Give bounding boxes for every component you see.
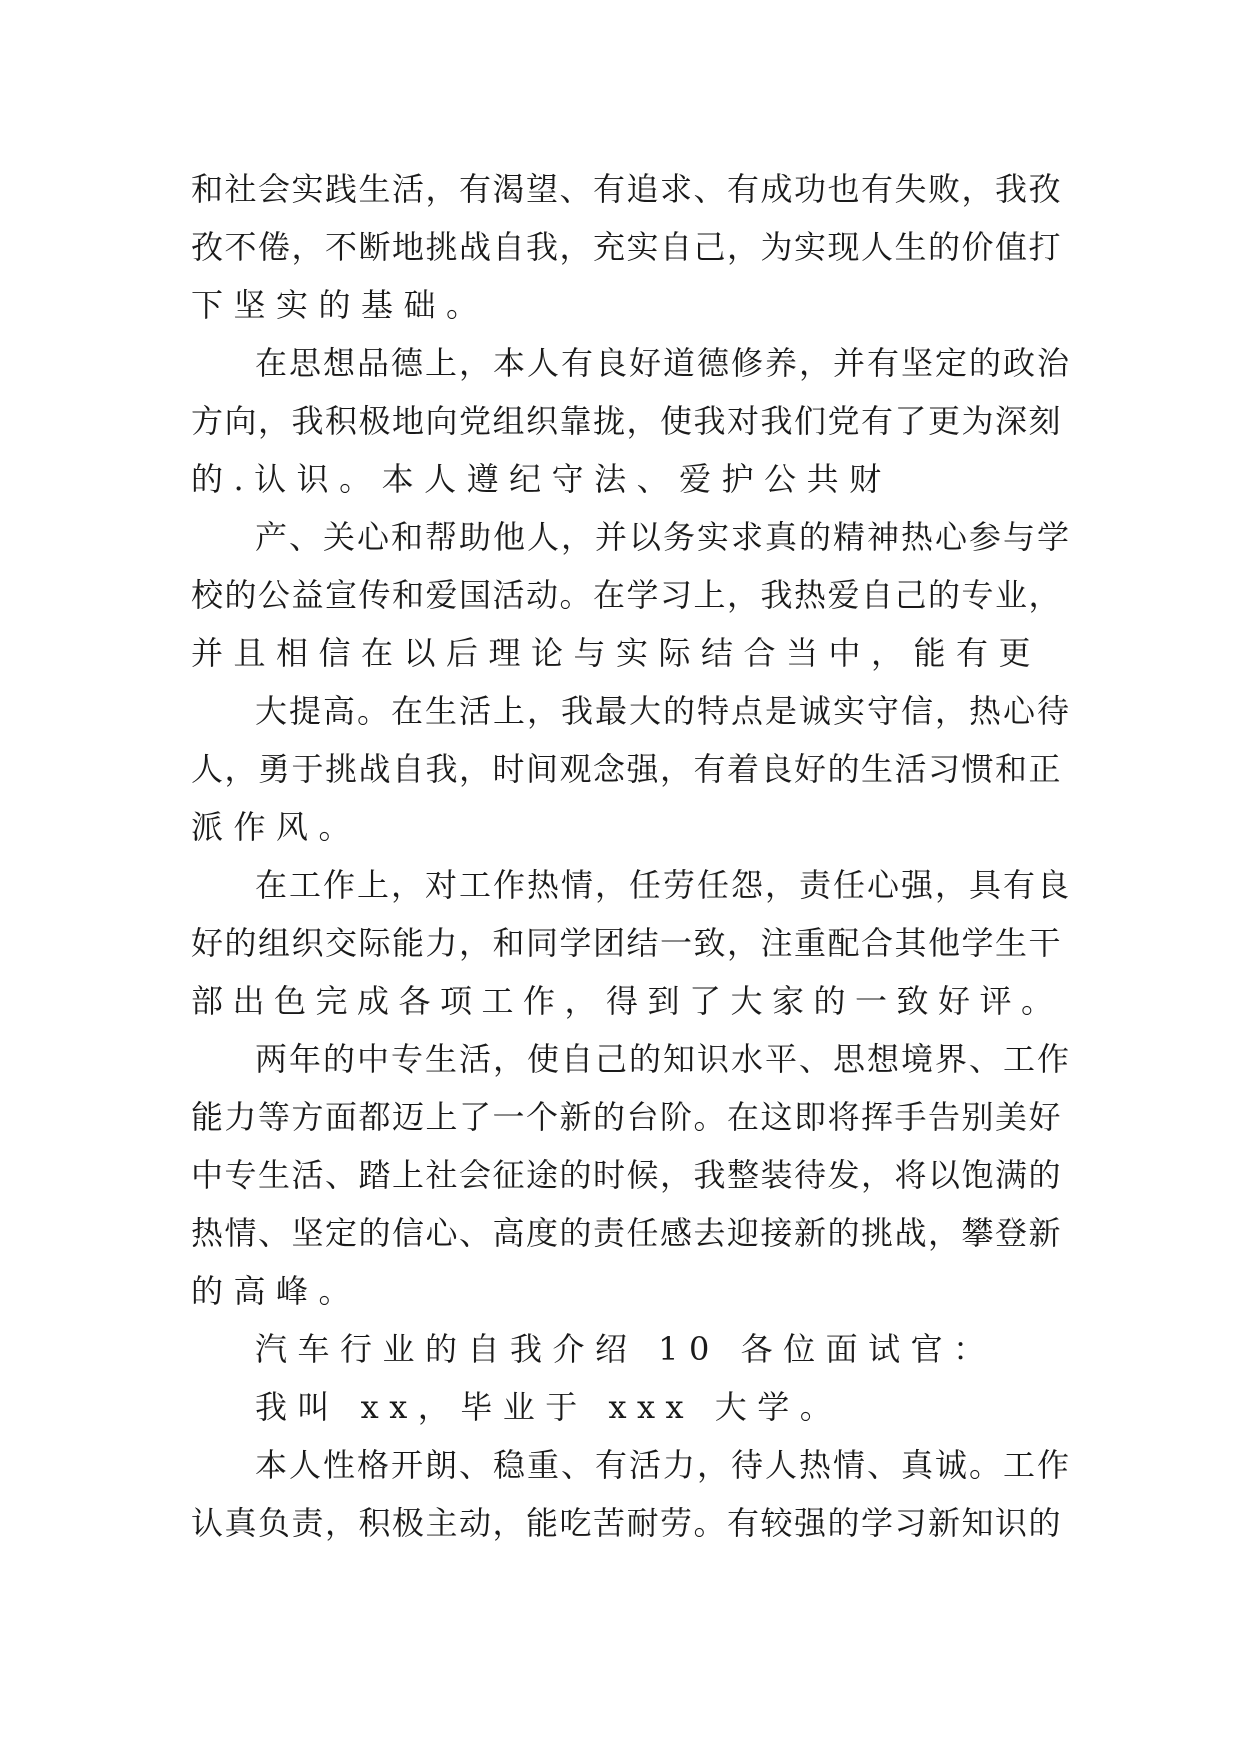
text-line: 产、关心和帮助他人，并以务实求真的精神热心参与学 bbox=[255, 518, 1072, 556]
text-line: 中专生活、踏上社会征途的时候，我整装待发，将以饱满的 bbox=[191, 1156, 1063, 1194]
text-line: 的.认识。本人遵纪守法、爱护公共财 bbox=[191, 460, 892, 498]
text-line: 方向，我积极地向党组织靠拢，使我对我们党有了更为深刻 bbox=[191, 402, 1063, 440]
text-line: 认真负责，积极主动，能吃苦耐劳。有较强的学习新知识的 bbox=[191, 1504, 1063, 1542]
text-line: 大提高。在生活上，我最大的特点是诚实守信，热心待 bbox=[255, 692, 1072, 730]
text-line: 派作风。 bbox=[191, 808, 362, 846]
text-line: 和社会实践生活，有渴望、有追求、有成功也有失败，我孜 bbox=[191, 170, 1063, 208]
body-text bbox=[191, 160, 1071, 1552]
text-line: 下坚实的基础。 bbox=[191, 286, 489, 324]
text-line: 能力等方面都迈上了一个新的台阶。在这即将挥手告别美好 bbox=[191, 1098, 1063, 1136]
text-line: 人，勇于挑战自我，时间观念强，有着良好的生活习惯和正 bbox=[191, 750, 1063, 788]
text-line: 校的公益宣传和爱国活动。在学习上，我热爱自己的专业， bbox=[191, 576, 1063, 614]
text-line: 部出色完成各项工作，得到了大家的一致好评。 bbox=[191, 982, 1063, 1020]
text-line: 我叫 xx，毕业于 xxx 大学。 bbox=[255, 1388, 843, 1426]
text-line: 并且相信在以后理论与实际结合当中，能有更 bbox=[191, 634, 1042, 672]
text-line: 好的组织交际能力，和同学团结一致，注重配合其他学生干 bbox=[191, 924, 1063, 962]
text-line: 在思想品德上，本人有良好道德修养，并有坚定的政治 bbox=[255, 344, 1072, 382]
text-line: 本人性格开朗、稳重、有活力，待人热情、真诚。工作 bbox=[255, 1446, 1072, 1484]
text-line: 两年的中专生活，使自己的知识水平、思想境界、工作 bbox=[255, 1040, 1072, 1078]
text-line: 的高峰。 bbox=[191, 1272, 362, 1310]
text-line: 汽车行业的自我介绍 10 各位面试官： bbox=[255, 1330, 996, 1368]
text-line: 孜不倦，不断地挑战自我，充实自己，为实现人生的价值打 bbox=[191, 228, 1063, 266]
text-line: 热情、坚定的信心、高度的责任感去迎接新的挑战，攀登新 bbox=[191, 1214, 1063, 1252]
text-line: 在工作上，对工作热情，任劳任怨，责任心强，具有良 bbox=[255, 866, 1072, 904]
